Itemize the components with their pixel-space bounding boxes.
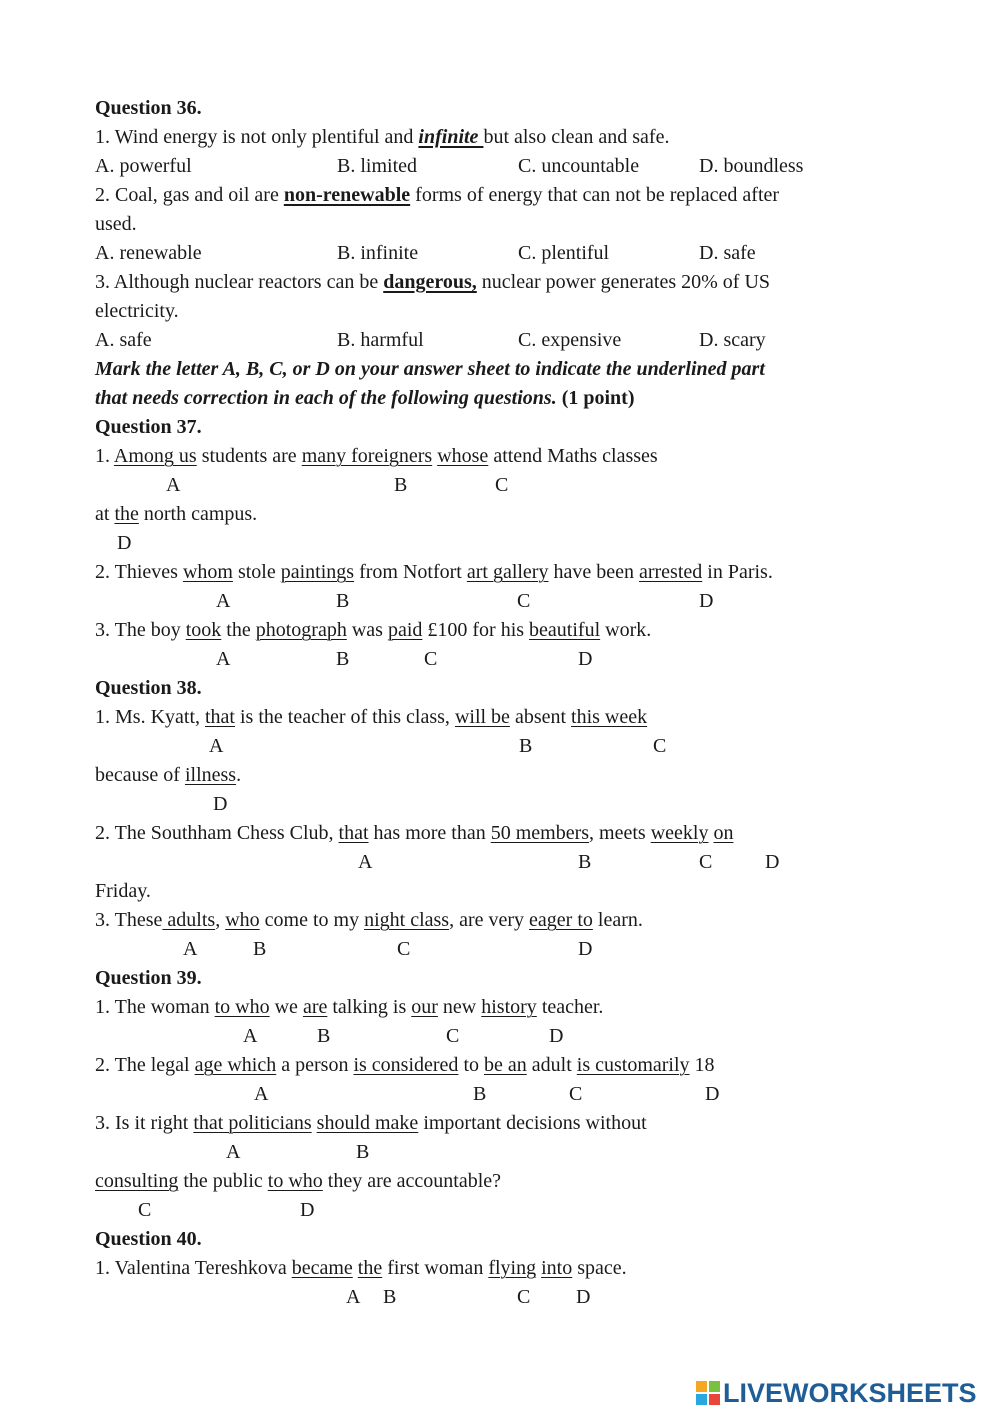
label-b[interactable]: B (519, 735, 533, 757)
option-b[interactable]: B. limited (337, 155, 417, 177)
underlined-part-b: many foreigners (301, 445, 433, 467)
label-c[interactable]: C (424, 648, 438, 670)
underlined-part-d: history (481, 996, 537, 1018)
option-a[interactable]: A. safe (95, 329, 152, 351)
label-b[interactable]: B (394, 474, 408, 496)
q36-sentence-1: 1. Wind energy is not only plentiful and infinite but also clean and safe. (95, 126, 670, 148)
keyword: non-renewable (283, 184, 411, 206)
q37-sentence-1-cont: at the north campus. (95, 503, 258, 525)
underlined-part-c: weekly (650, 822, 709, 844)
q37-sentence-1: 1. Among us students are many foreigners whose attend Maths classes (95, 445, 658, 467)
q36-sentence-3-cont: electricity. (95, 300, 179, 322)
keyword: infinite (418, 126, 484, 148)
option-d[interactable]: D. scary (699, 329, 766, 351)
label-c[interactable]: C (517, 590, 531, 612)
underlined-part-d: the (114, 503, 139, 525)
underlined-part-c: be an (484, 1054, 527, 1076)
q36-sentence-2-cont: used. (95, 213, 137, 235)
q37-sentence-3: 3. The boy took the photograph was paid £100 for his beautiful work. (95, 619, 652, 641)
underlined-part-d: eager to (529, 909, 593, 931)
underlined-part-d: is customarily (576, 1054, 690, 1076)
underlined-part-c: paid (387, 619, 423, 641)
instruction-line-1: Mark the letter A, B, C, or D on your answer sheet to indicate the underlined part (95, 358, 765, 380)
instruction-line-2: that needs correction in each of the following questions. (1 point) (95, 387, 635, 409)
label-d[interactable]: D (213, 793, 228, 815)
option-b[interactable]: B. infinite (337, 242, 419, 264)
underlined-part-d: illness (184, 764, 237, 786)
option-a[interactable]: A. powerful (95, 155, 192, 177)
label-a[interactable]: A (254, 1083, 269, 1105)
logo-grid-icon (696, 1381, 720, 1405)
underlined-part-b: 50 members (490, 822, 590, 844)
underlined-part-b: are (302, 996, 328, 1018)
question-39-heading: Question 39. (95, 967, 202, 989)
q36-sentence-2: 2. Coal, gas and oil are non-renewable forms of energy that can not be replaced after (95, 184, 780, 206)
label-a[interactable]: A (183, 938, 198, 960)
underlined-part-c: art gallery (466, 561, 549, 583)
label-a[interactable]: A (216, 648, 231, 670)
label-a[interactable]: A (346, 1286, 361, 1308)
label-c[interactable]: C (569, 1083, 583, 1105)
option-d[interactable]: D. safe (699, 242, 756, 264)
q39-sentence-1: 1. The woman to who we are talking is our new history teacher. (95, 996, 604, 1018)
label-b[interactable]: B (578, 851, 592, 873)
underlined-part-a: that politicians (193, 1112, 312, 1134)
underlined-part-b: who (225, 909, 260, 931)
underlined-part-c: night class (364, 909, 450, 931)
underlined-part-b: the (357, 1257, 383, 1279)
underlined-part-d: into (541, 1257, 573, 1279)
underlined-part-a: adults (162, 909, 216, 931)
label-b[interactable]: B (383, 1286, 397, 1308)
q39-sentence-3-cont: consulting the public to who they are accountable? (95, 1170, 502, 1192)
label-d[interactable]: D (549, 1025, 564, 1047)
brand-name: LIVEWORKSHEETS (723, 1377, 977, 1408)
label-d[interactable]: D (578, 938, 593, 960)
underlined-part-a: became (291, 1257, 353, 1279)
label-a[interactable]: A (226, 1141, 241, 1163)
label-a[interactable]: A (166, 474, 181, 496)
underlined-part-b: will be (454, 706, 510, 728)
label-b[interactable]: B (317, 1025, 331, 1047)
option-c[interactable]: C. expensive (518, 329, 622, 351)
underlined-part-d: on (713, 822, 734, 844)
label-c[interactable]: C (495, 474, 509, 496)
underlined-part-b: is considered (353, 1054, 459, 1076)
label-c[interactable]: C (446, 1025, 460, 1047)
q37-sentence-2: 2. Thieves whom stole paintings from Notfort art gallery have been arrested in Paris. (95, 561, 773, 583)
option-c[interactable]: C. uncountable (518, 155, 640, 177)
question-40-heading: Question 40. (95, 1228, 202, 1250)
underlined-part-a: that (205, 706, 235, 728)
label-a[interactable]: A (243, 1025, 258, 1047)
question-36-heading: Question 36. (95, 97, 202, 119)
keyword: dangerous, (383, 271, 477, 293)
label-c[interactable]: C (653, 735, 667, 757)
underlined-part-c: our (411, 996, 438, 1018)
label-a[interactable]: A (216, 590, 231, 612)
q39-sentence-3: 3. Is it right that politicians should make important decisions without (95, 1112, 647, 1134)
option-a[interactable]: A. renewable (95, 242, 202, 264)
underlined-part-d: to who (267, 1170, 323, 1192)
label-d[interactable]: D (699, 590, 714, 612)
underlined-part-b: photograph (255, 619, 347, 641)
underlined-part-a: whom (182, 561, 233, 583)
underlined-part-c: this week (571, 706, 648, 728)
underlined-part-b: should make (316, 1112, 419, 1134)
option-b[interactable]: B. harmful (337, 329, 424, 351)
label-b[interactable]: B (336, 590, 350, 612)
underlined-part-a: Among us (113, 445, 197, 467)
label-c[interactable]: C (699, 851, 713, 873)
label-c[interactable]: C (517, 1286, 531, 1308)
label-d[interactable]: D (576, 1286, 591, 1308)
label-b[interactable]: B (356, 1141, 370, 1163)
underlined-part-a: age which (194, 1054, 277, 1076)
q38-sentence-2: 2. The Southham Chess Club, that has more than 50 members, meets weekly on (95, 822, 734, 844)
label-c[interactable]: C (138, 1199, 152, 1221)
q38-sentence-3: 3. These adults, who come to my night class, are very eager to learn. (95, 909, 643, 931)
underlined-part-c: flying (488, 1257, 537, 1279)
label-d[interactable]: D (578, 648, 593, 670)
question-38-heading: Question 38. (95, 677, 202, 699)
label-b[interactable]: B (473, 1083, 487, 1105)
underlined-part-d: arrested (638, 561, 703, 583)
label-b[interactable]: B (253, 938, 267, 960)
underlined-part-c: consulting (95, 1170, 179, 1192)
label-d[interactable]: D (765, 851, 780, 873)
underlined-part-a: that (338, 822, 369, 844)
label-d[interactable]: D (300, 1199, 315, 1221)
option-d[interactable]: D. boundless (699, 155, 804, 177)
underlined-part-c: whose (437, 445, 489, 467)
label-b[interactable]: B (336, 648, 350, 670)
q36-sentence-3: 3. Although nuclear reactors can be dangerous, nuclear power generates 20% of US (95, 271, 771, 293)
liveworksheets-logo[interactable] (696, 1378, 977, 1408)
label-c[interactable]: C (397, 938, 411, 960)
label-d[interactable]: D (705, 1083, 720, 1105)
points: (1 point) (556, 387, 635, 409)
q38-sentence-1: 1. Ms. Kyatt, that is the teacher of this class, will be absent this week (95, 706, 648, 728)
underlined-part-b: paintings (280, 561, 355, 583)
q38-sentence-2-cont: Friday. (95, 880, 151, 902)
option-c[interactable]: C. plentiful (518, 242, 610, 264)
question-37-heading: Question 37. (95, 416, 202, 438)
underlined-part-a: took (185, 619, 222, 641)
label-a[interactable]: A (209, 735, 224, 757)
q40-sentence-1: 1. Valentina Tereshkova became the first woman flying into space. (95, 1257, 627, 1279)
q38-sentence-1-cont: because of illness. (95, 764, 242, 786)
underlined-part-d: beautiful (529, 619, 601, 641)
q39-sentence-2: 2. The legal age which a person is considered to be an adult is customarily 18 (95, 1054, 715, 1076)
underlined-part-a: to who (214, 996, 270, 1018)
label-d[interactable]: D (117, 532, 132, 554)
label-a[interactable]: A (358, 851, 373, 873)
